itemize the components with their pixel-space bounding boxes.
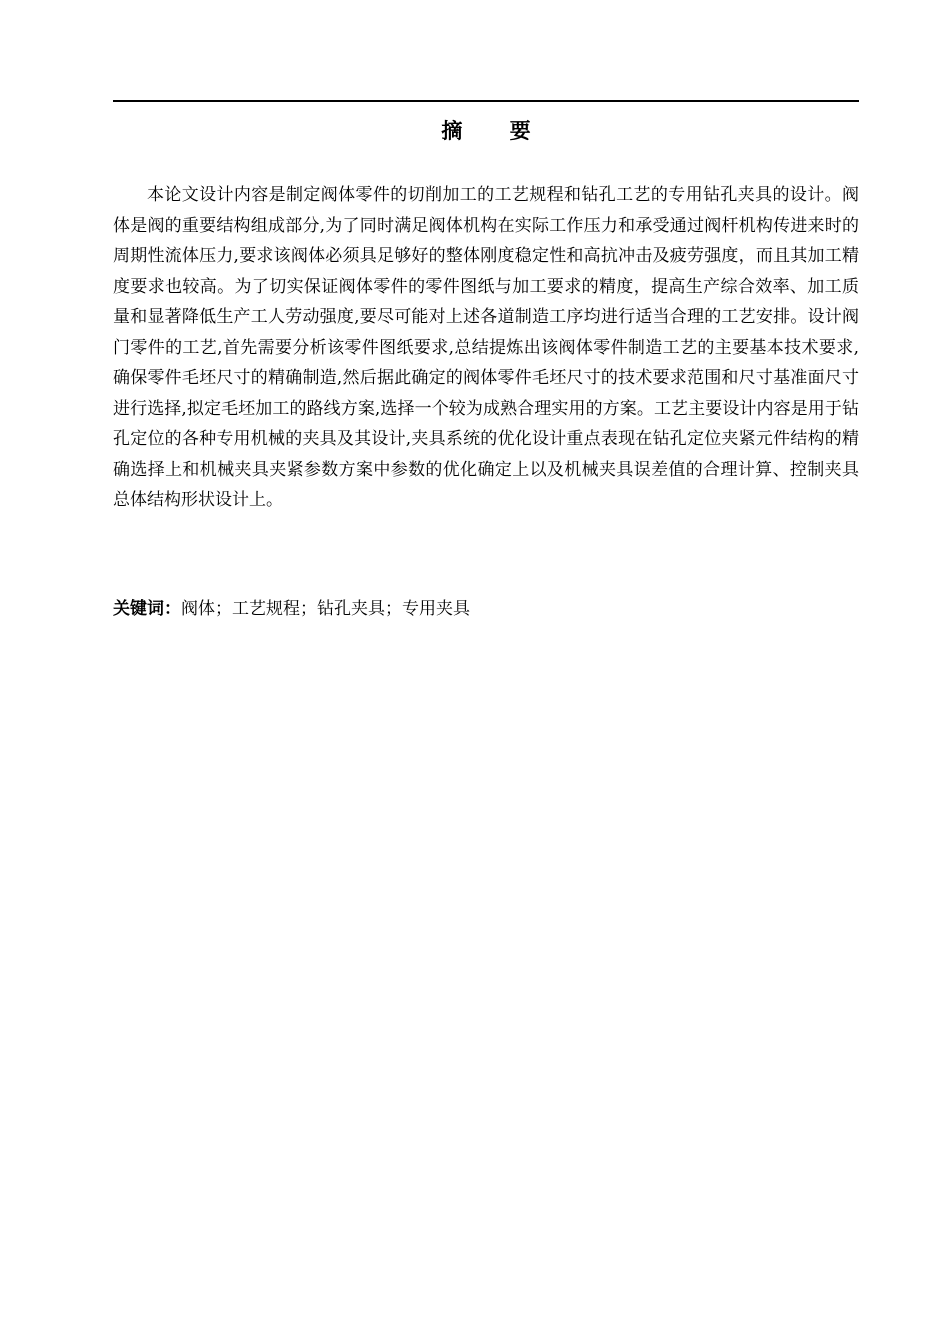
header-rule — [113, 100, 859, 102]
keywords-label: 关键词： — [113, 599, 181, 619]
keywords-line — [113, 594, 859, 624]
abstract-title: 摘 要 — [441, 119, 551, 143]
keywords-text: 阀体；工艺规程；钻孔夹具；专用夹具 — [181, 599, 470, 619]
abstract-paragraph: 本论文设计内容是制定阀体零件的切削加工的工艺规程和钻孔工艺的专用钻孔夹具的设计。阀体是阀的重要结构组成部分,为了同时满足阀体机构在实际工作压力和承受通过阀杆机构传进来时的周期性流体压力,要求该阀体必须具足够好的整体刚度稳定性和高抗冲击及疲劳强度，而且其加工精度要求也较高。为了切实保证阀体零件的零件图纸与加工要求的精度，提高生产综合效率、加工质量和显著降低生产工人劳动强度,要尽可能对上述各道制造工序均进行适当合理的工艺安排。设计阀门零件的工艺,首先需要分析该零件图纸要求,总结提炼出该阀体零件制造工艺的主要基本技术要求,确保零件毛坯尺寸的精确制造,然后据此确定的阀体零件毛坯尺寸的技术要求范围和尺寸基准面尺寸进行选择,拟定毛坯加工的路线方案,选择一个较为成熟合理实用的方案。工艺主要设计内容是用于钻孔定位的各种专用机械的夹具及其设计,夹具系统的优化设计重点表现在钻孔定位夹紧元件结构的精确选择上和机械夹具夹紧参数方案中参数的优化确定上以及机械夹具误差值的合理计算、控制夹具总体结构形状设计上。 — [113, 185, 859, 510]
